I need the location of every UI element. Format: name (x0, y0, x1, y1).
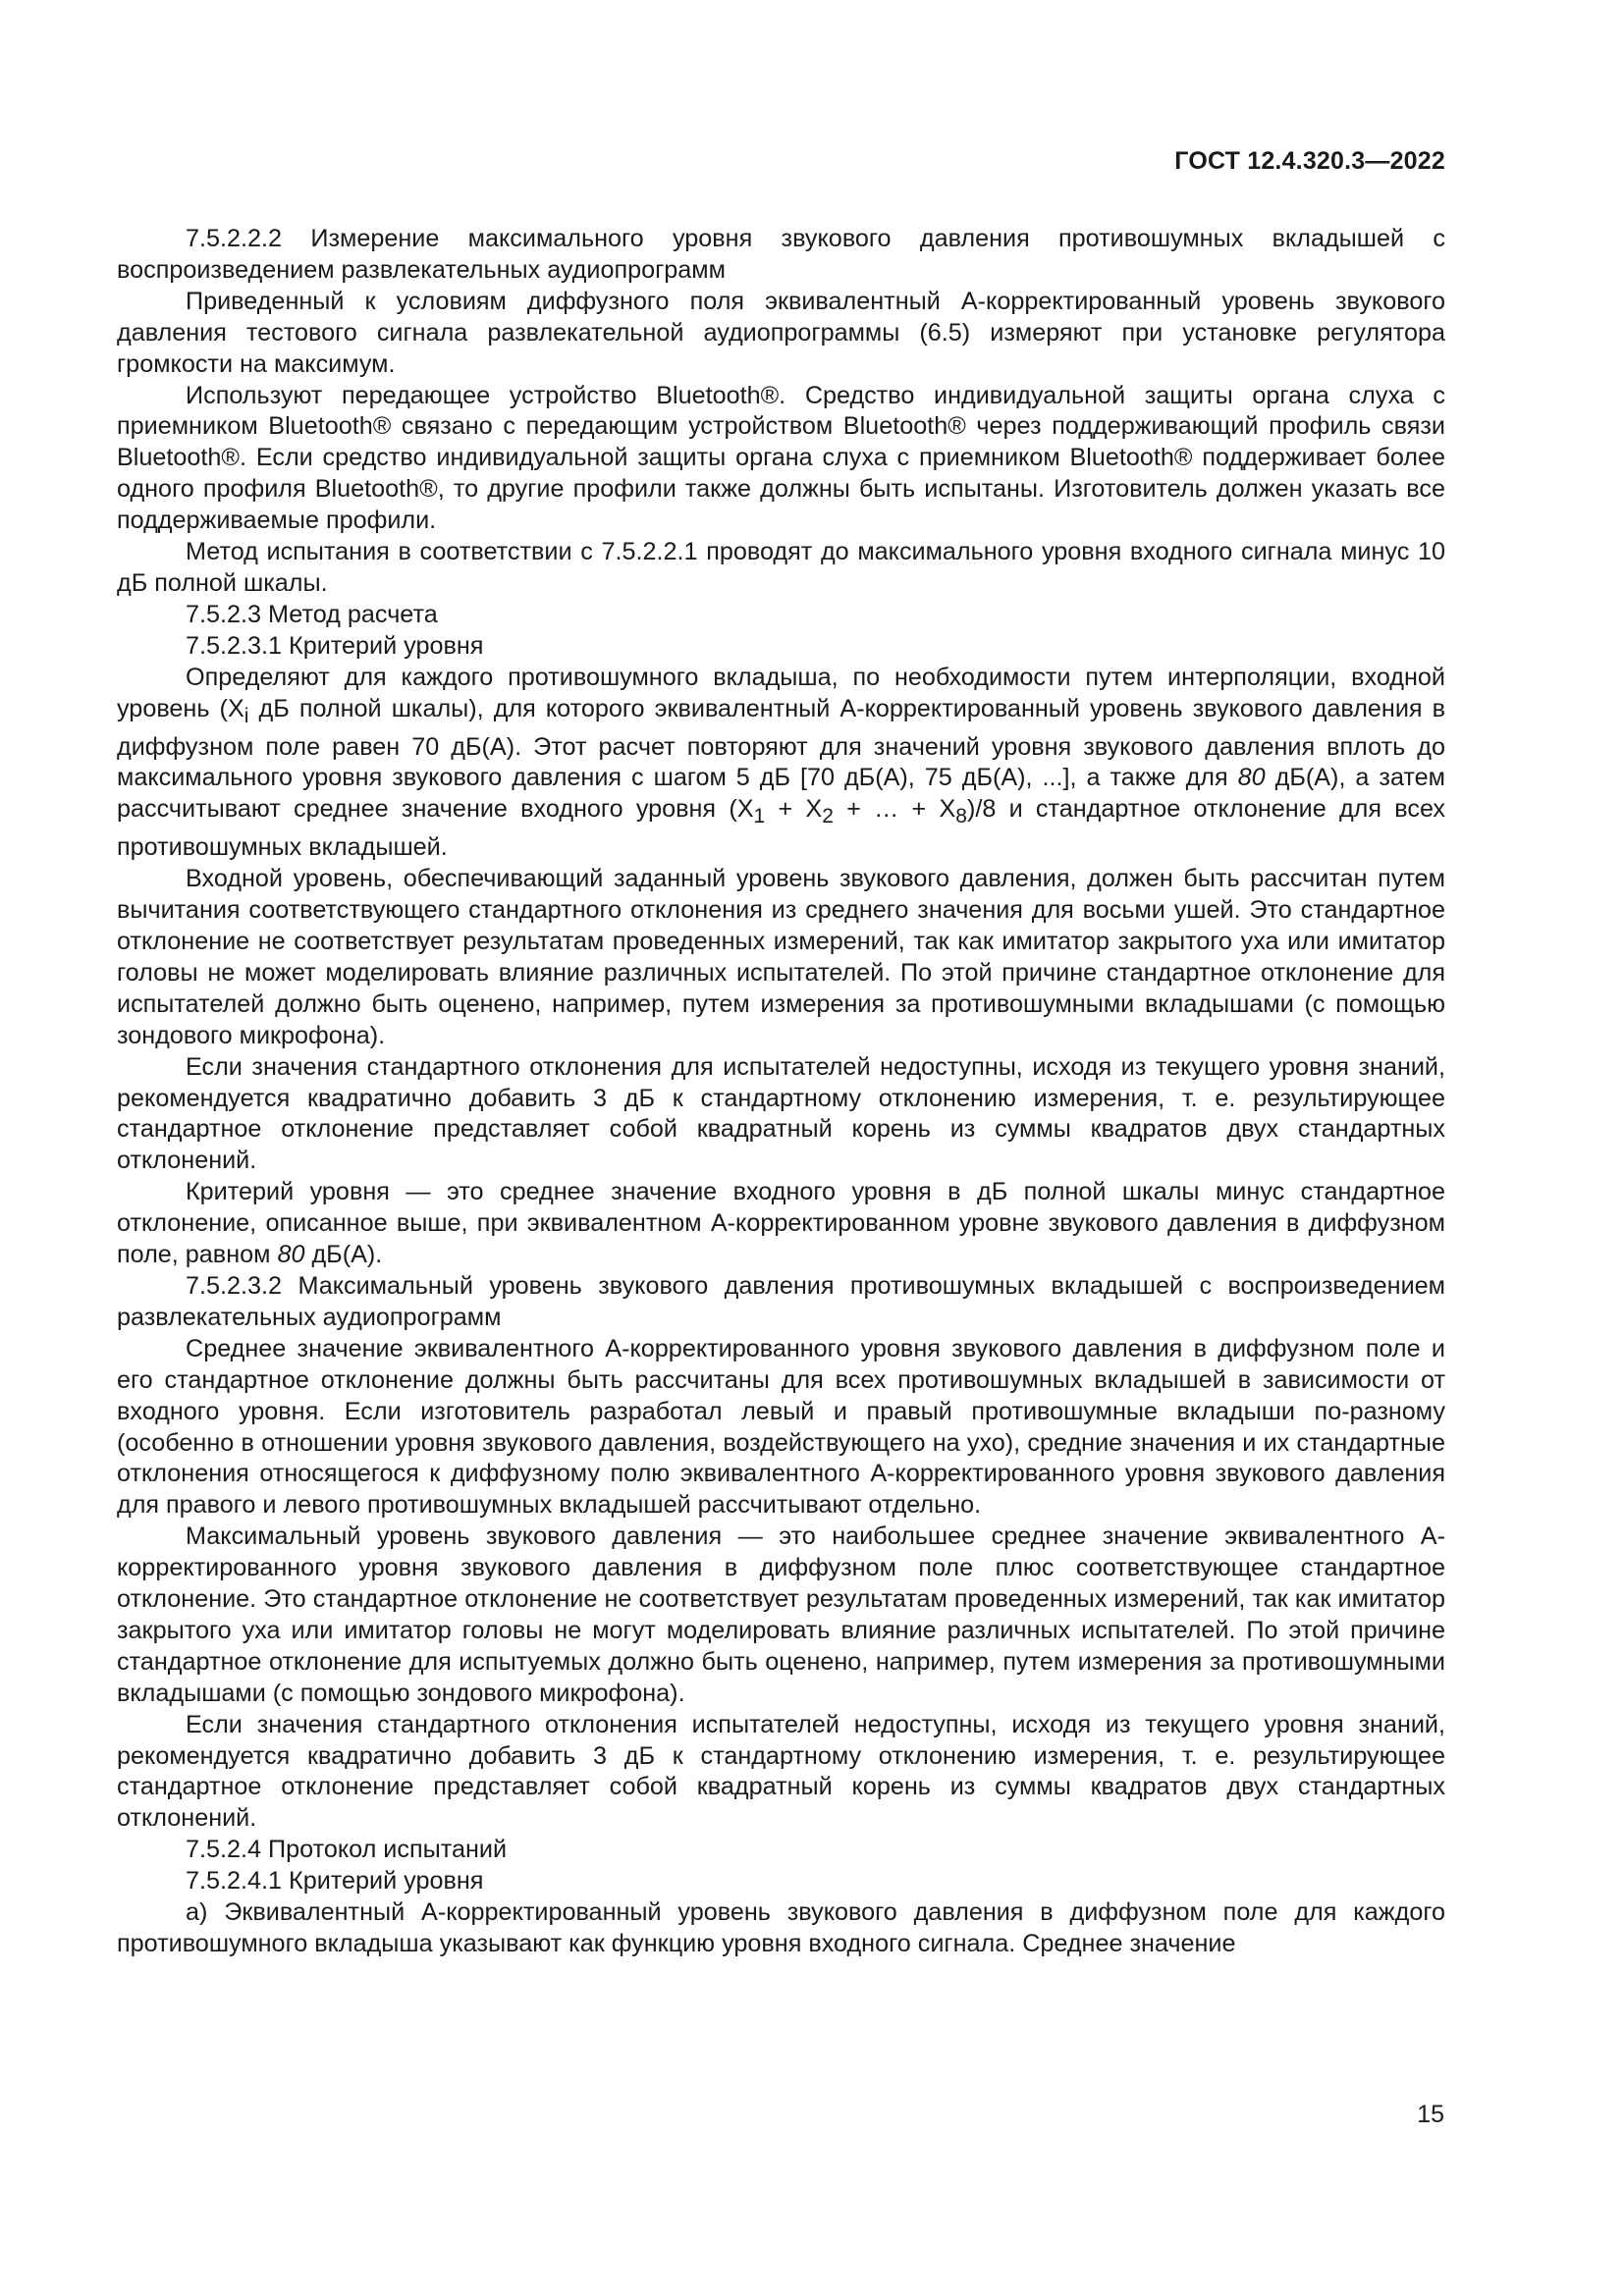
paragraph: Если значения стандартного отклонения для испытателей недоступны, исходя из текущего уровня знаний, рекомендуется квадратично добавить 3 дБ к стандартному отклонению измерения, т. е. результирующее стандартное отклонение представляет собой квадратный корень из суммы квадратов двух стандартных отклонений. (117, 1052, 1445, 1175)
paragraph: Метод испытания в соответствии с 7.5.2.2.1 проводят до максимального уровня входного сигнала минус 10 дБ полной шкалы. (117, 538, 1445, 597)
paragraph: Если значения стандартного отклонения испытателей недоступны, исходя из текущего уровня знаний, рекомендуется квадратично добавить 3 дБ к стандартному отклонению измерения, т. е. результирующее стандартное отклонение представляет собой квадратный корень из суммы квадратов двух стандартных отклонений. (117, 1710, 1445, 1833)
section-heading: 7.5.2.4 Протокол испытаний (186, 1836, 508, 1864)
document-header: ГОСТ 12.4.320.3—2022 (1174, 147, 1445, 175)
paragraph: Определяют для каждого противошумного вкладыша, по необходимости путем интерполяции, входной уровень ($X_i$ дБ полной шкалы), для которого эквивалентный А-корректированный уровень звукового давления в диффузном поле равен 70 дБ(А). Этот расчет повторяют для значений уровня звукового давления вплоть до максимального уровня звукового давления с шагом 5 дБ [70 дБ(А), 75 дБ(А), ...], а также для 80 дБ(А), а затем рассчитывают среднее значение входного уровня ($X_1 + X_2$ + … + $X_8)/8$ и стандартное отклонение для всех противошумных вкладышей. (117, 663, 1445, 862)
page-number: 15 (1417, 2101, 1444, 2128)
paragraph: Среднее значение эквивалентного А-корректированного уровня звукового давления в диффузном поле и его стандартное отклонение должны быть рассчитаны для всех противошумных вкладышей в зависимости от входного уровня. Если изготовитель разработал левый и правый противошумные вкладыши по-разному (особенно в отношении уровня звукового давления, воздействующего на ухо), средние значения и их стандартные отклонения относящегося к диффузному полю эквивалентного А-корректированного уровня звукового давления для правого и левого противошумных вкладышей рассчитывают отдельно. (117, 1334, 1445, 1520)
paragraph: Критерий уровня — это среднее значение входного уровня в дБ полной шкалы минус стандартное отклонение, описанное выше, при эквивалентном А-корректированном уровне звукового давления в диффузном поле, равном 80 дБ(А). (117, 1178, 1445, 1269)
paragraph: 7.5.2.3.2 Максимальный уровень звукового давления противошумных вкладышей с воспроизведением развлекательных аудиопрограмм (117, 1271, 1445, 1331)
paragraph: Максимальный уровень звукового давления — это наибольшее среднее значение эквивалентного А-корректированного уровня звукового давления в диффузном поле плюс соответствующее стандартное отклонение. Это стандартное отклонение не соответствует результатам проведенных измерений, так как имитатор закрытого уха или имитатор головы не могут моделировать влияние различных испытателей. По этой причине стандартное отклонение для испытуемых должно быть оценено, например, путем измерения за противошумными вкладышами (с помощью зондового микрофона). (117, 1522, 1445, 1707)
section-heading: 7.5.2.4.1 Критерий уровня (186, 1867, 484, 1896)
paragraph: Используют передающее устройство Bluetooth®. Средство индивидуальной защиты органа слуха с приемником Bluetooth® связано с передающим устройством Bluetooth® через поддерживающий профиль связи Bluetooth®. Если средство индивидуальной защиты органа слуха с приемником Bluetooth® поддерживает более одного профиля Bluetooth®, то другие профили также должны быть испытаны. Изготовитель должен указать все поддерживаемые профили. (117, 381, 1445, 535)
paragraph: Приведенный к условиям диффузного поля эквивалентный А-корректированный уровень звукового давления тестового сигнала развлекательной аудиопрограммы (6.5) измеряют при установке регулятора громкости на максимум. (117, 287, 1445, 378)
document-body (117, 224, 1445, 1960)
paragraph: Входной уровень, обеспечивающий заданный уровень звукового давления, должен быть рассчитан путем вычитания соответствующего стандартного отклонения из среднего значения для восьми ушей. Это стандартное отклонение не соответствует результатам проведенных измерений, так как имитатор закрытого уха или имитатор головы не может моделировать влияние различных испытателей. По этой причине стандартное отклонение для испытателей должно быть оценено, например, путем измерения за противошумными вкладышами (с помощью зондового микрофона). (117, 865, 1445, 1049)
paragraph: а) Эквивалентный А-корректированный уровень звукового давления в диффузном поле для каждого противошумного вкладыша указывают как функцию уровня входного сигнала. Среднее значение (117, 1898, 1445, 1957)
section-heading: 7.5.2.3 Метод расчета (186, 600, 438, 628)
section-heading: 7.5.2.3.1 Критерий уровня (186, 631, 484, 660)
paragraph: 7.5.2.2.2 Измерение максимального уровня звукового давления противошумных вкладышей с воспроизведением развлекательных аудиопрограмм (117, 225, 1445, 284)
